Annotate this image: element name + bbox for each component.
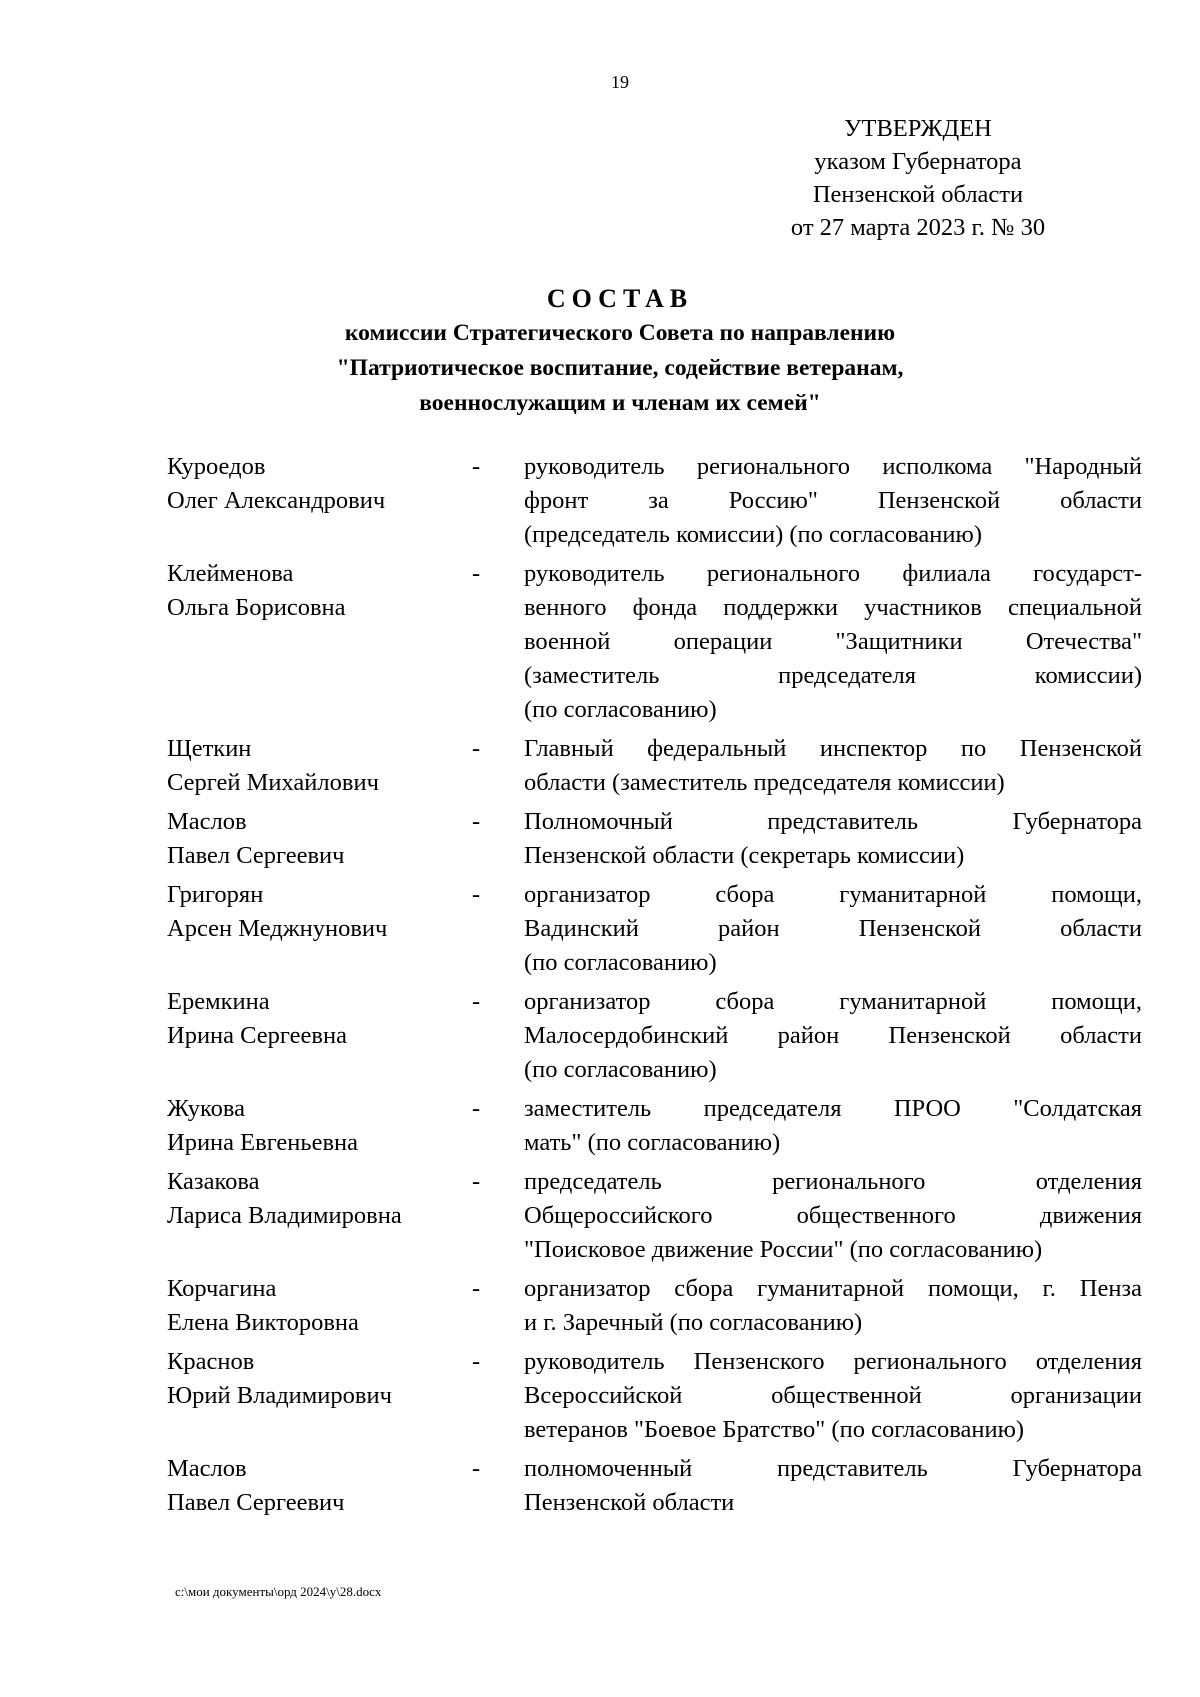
member-dash: - xyxy=(472,1348,481,1375)
member-description-line: руководитель регионального филиала государст- xyxy=(524,560,1142,587)
member-description-line: (по согласованию) xyxy=(524,696,717,723)
member-name: Казакова Лариса Владимировна xyxy=(167,1168,402,1229)
member-description-line: Полномочный представитель Губернатора xyxy=(524,808,1142,835)
member-name: Жукова Ирина Евгеньевна xyxy=(167,1095,359,1156)
document-title: СОСТАВ xyxy=(546,284,694,313)
member-description-line: Всероссийской общественной организации xyxy=(524,1382,1142,1409)
member-dash: - xyxy=(472,560,481,587)
member-description-line: председатель регионального отделения xyxy=(524,1168,1142,1195)
approval-stamp xyxy=(728,112,1108,244)
member-row xyxy=(167,732,1142,800)
member-dash: - xyxy=(472,1168,481,1195)
member-description xyxy=(524,1345,1142,1447)
member-description-line: руководитель Пензенского регионального отделения xyxy=(524,1348,1142,1375)
member-description xyxy=(524,985,1142,1087)
member-dash: - xyxy=(472,808,481,835)
member-dash: - xyxy=(472,988,481,1015)
member-description-line: Главный федеральный инспектор по Пензенской xyxy=(524,735,1142,762)
member-description xyxy=(524,732,1142,800)
member-description xyxy=(524,805,1142,873)
member-description-line: организатор сбора гуманитарной помощи, xyxy=(524,988,1142,1015)
approval-line: от 27 марта 2023 г. № 30 xyxy=(790,214,1046,241)
member-row xyxy=(167,557,1142,727)
member-description-line: (заместитель председателя комиссии) xyxy=(524,662,1142,689)
member-row xyxy=(167,450,1142,552)
member-description xyxy=(524,450,1142,552)
member-dash: - xyxy=(472,881,481,908)
member-row xyxy=(167,1092,1142,1160)
member-row xyxy=(167,805,1142,873)
member-description-line: Пензенской области xyxy=(524,1489,735,1516)
member-name: Щеткин Сергей Михайлович xyxy=(167,735,379,796)
approval-line: Пензенской области xyxy=(812,181,1024,208)
page-number: 19 xyxy=(611,72,629,92)
member-dash: - xyxy=(472,453,481,480)
member-row xyxy=(167,1272,1142,1340)
member-name: Краснов Юрий Владимирович xyxy=(167,1348,392,1409)
member-description-line: мать" (по согласованию) xyxy=(524,1129,781,1156)
member-row xyxy=(167,878,1142,980)
approval-line: указом Губернатора xyxy=(814,148,1022,175)
member-description-line: фронт за Россию" Пензенской области xyxy=(524,487,1142,514)
footer-file-path: c:\мои документы\орд 2024\у\28.docx xyxy=(175,1584,382,1599)
member-name: Куроедов Олег Александрович xyxy=(167,453,386,514)
member-description xyxy=(524,1452,1142,1520)
members-list xyxy=(167,450,1142,1525)
member-description-line: полномоченный представитель Губернатора xyxy=(524,1455,1142,1482)
member-description xyxy=(524,1272,1142,1340)
member-description xyxy=(524,557,1142,727)
member-name: Григорян Арсен Меджнунович xyxy=(167,881,388,942)
member-description-line: Вадинский район Пензенской области xyxy=(524,915,1142,942)
member-dash: - xyxy=(472,1095,481,1122)
member-description xyxy=(524,1165,1142,1267)
member-description-line: и г. Заречный (по согласованию) xyxy=(524,1309,863,1336)
member-description-line: венного фонда поддержки участников специальной xyxy=(524,594,1142,621)
member-description xyxy=(524,1092,1142,1160)
title-block xyxy=(150,282,1090,421)
member-row xyxy=(167,1345,1142,1447)
member-dash: - xyxy=(472,735,481,762)
member-description-line: руководитель регионального исполкома "Народный xyxy=(524,453,1142,480)
member-description-line: Общероссийского общественного движения xyxy=(524,1202,1142,1229)
member-description-line: ветеранов "Боевое Братство" (по согласованию) xyxy=(524,1416,1025,1443)
member-description-line: (председатель комиссии) (по согласованию) xyxy=(524,521,982,548)
member-name: Клейменова Ольга Борисовна xyxy=(167,560,346,621)
member-dash: - xyxy=(472,1275,481,1302)
member-description-line: организатор сбора гуманитарной помощи, xyxy=(524,881,1142,908)
member-description-line: (по согласованию) xyxy=(524,1056,717,1083)
member-name: Маслов Павел Сергеевич xyxy=(167,808,345,869)
member-description-line: области (заместитель председателя комиссии) xyxy=(524,769,1005,796)
member-description-line: заместитель председателя ПРОО "Солдатская xyxy=(524,1095,1142,1122)
member-row xyxy=(167,1452,1142,1520)
member-name: Маслов Павел Сергеевич xyxy=(167,1455,345,1516)
member-row xyxy=(167,985,1142,1087)
member-name: Еремкина Ирина Сергеевна xyxy=(167,988,347,1049)
member-description xyxy=(524,878,1142,980)
member-description-line: Пензенской области (секретарь комиссии) xyxy=(524,842,965,869)
approval-line: УТВЕРЖДЕН xyxy=(844,115,992,142)
member-description-line: Малосердобинский район Пензенской области xyxy=(524,1022,1142,1049)
member-row xyxy=(167,1165,1142,1267)
member-description-line: военной операции "Защитники Отечества" xyxy=(524,628,1142,655)
member-description-line: (по согласованию) xyxy=(524,949,717,976)
member-description-line: "Поисковое движение России" (по согласованию) xyxy=(524,1236,1043,1263)
member-description-line: организатор сбора гуманитарной помощи, г. Пенза xyxy=(524,1275,1142,1302)
member-name: Корчагина Елена Викторовна xyxy=(167,1275,359,1336)
document-subtitle: комиссии Стратегического Совета по направлению "Патриотическое воспитание, содействие ветеранам, военнослужащим и членам их семей" xyxy=(336,320,904,416)
member-dash: - xyxy=(472,1455,481,1482)
